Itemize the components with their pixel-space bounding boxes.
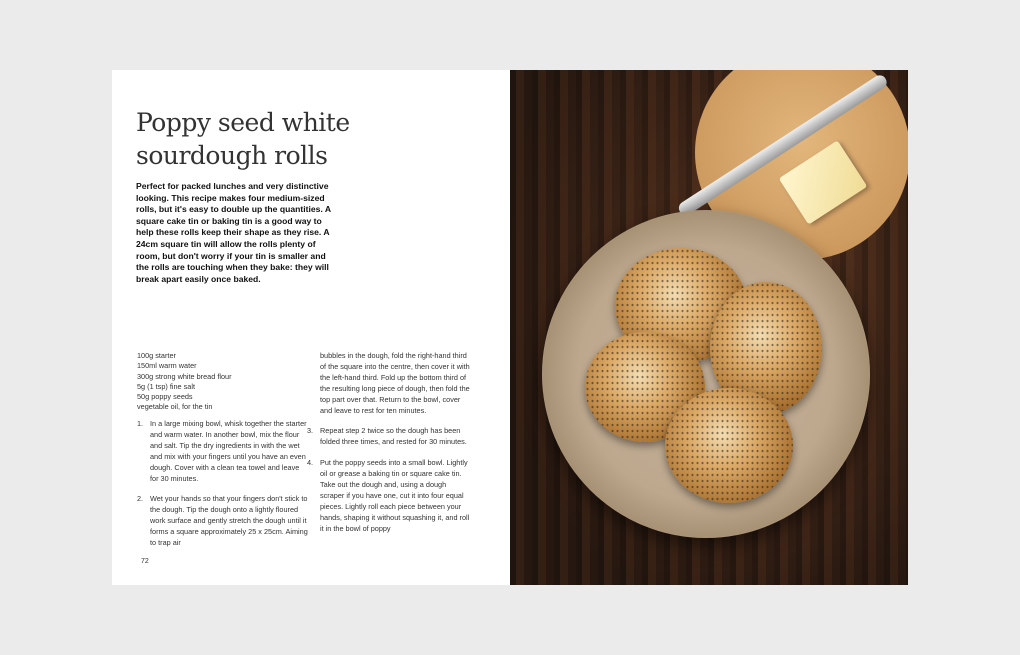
method-step — [307, 426, 472, 448]
method-step-continued — [307, 351, 472, 416]
ingredient: 5g (1 tsp) fine salt — [137, 381, 195, 391]
title-line: sourdough rolls — [136, 141, 328, 170]
method-step — [137, 419, 309, 484]
step-text: Repeat step 2 twice so the dough has been folded three times, and rested for 30 minutes. — [320, 426, 467, 447]
ingredient: vegetable oil, for the tin — [137, 402, 213, 412]
method-column-2 — [307, 351, 472, 545]
ingredient: 100g starter — [137, 351, 176, 360]
page-number: 72 — [141, 558, 149, 565]
title-line: Poppy seed white — [136, 108, 350, 137]
step-number: 4. — [307, 458, 314, 468]
ingredients-list — [137, 351, 232, 413]
bread-roll — [665, 388, 793, 503]
step-number: 2. — [137, 494, 144, 504]
step-text: bubbles in the dough, fold the right-hand third of the square into the centre, then cover it with the left-hand third. Fold up the bottom third of the resulting long piece of dough, then fold the top part over that. Return to the bowl, cover and leave to rest for ten minutes. — [320, 351, 470, 415]
method-step — [307, 458, 472, 534]
ingredient: 150ml warm water — [137, 361, 197, 371]
ingredient: 50g poppy seeds — [137, 392, 193, 402]
ingredient: 300g strong white bread flour — [137, 371, 232, 381]
step-text: Put the poppy seeds into a small bowl. Lightly oil or grease a baking tin or square cake tin. Take out the dough and, using a dough scraper if you have one, cut it into four equal pieces. Lightly roll each piece between your hands, shaping it without squashing it, and roll it in the bowl of poppy — [320, 458, 470, 533]
step-text: In a large mixing bowl, whisk together the starter and warm water. In another bowl, mix the flour and salt. Tip the dry ingredients in with the wet and mix with your fingers until you have an even dough. Cover with a clean tea towel and leave for 30 minutes. — [150, 419, 307, 483]
recipe-intro: Perfect for packed lunches and very distinctive looking. This recipe makes four medium-sized rolls, but it's easy to double up the quantities. A square cake tin or baking tin is a good way to help these rolls keep their shape as they rise. A 24cm square tin will allow the rolls plenty of room, but don't worry if your tin is smaller and the rolls are touching when they bake: they will break apart easily once baked. — [136, 181, 331, 284]
left-page — [112, 70, 510, 585]
step-text: Wet your hands so that your fingers don't stick to the dough. Tip the dough onto a lightly floured work surface and gently stretch the dough until it forms a square approximately 25 x 25cm. Aiming to trap air — [150, 494, 308, 548]
step-number: 1. — [137, 419, 144, 428]
method-column-1 — [137, 419, 309, 559]
step-number: 3. — [307, 426, 314, 436]
method-step — [137, 494, 309, 549]
recipe-title — [136, 106, 350, 172]
rolls-photo — [510, 70, 908, 585]
